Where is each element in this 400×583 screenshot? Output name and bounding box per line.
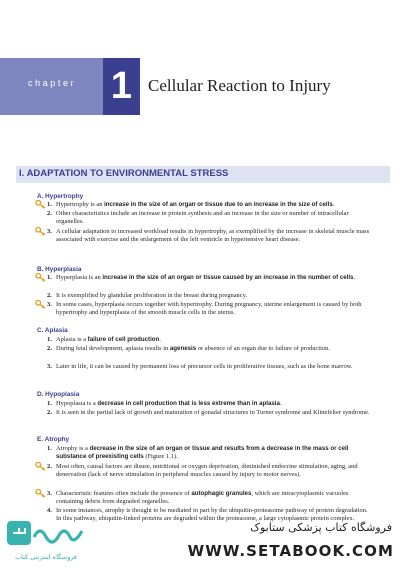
- list-item: [47, 490, 372, 506]
- item-number: 3.: [47, 490, 52, 497]
- item-text: It is exemplified by glandular proliferation in the breast during pregnancy.: [56, 292, 248, 299]
- chapter-label: chapter: [28, 78, 77, 88]
- subsection-heading-aplasia: C. Aplasia: [37, 327, 68, 334]
- item-number: 3.: [47, 363, 52, 370]
- item-text: In some instances, atrophy is thought to be mediated in part by the ubiquitin-proteasome pathway of protein degradation. In this pathway, ubiquitin-linked proteins are degraded within the proteasome, a large cytoplasmic protein complex.: [56, 507, 368, 522]
- item-text: Aplasia is a: [56, 336, 88, 343]
- list-item: [47, 336, 372, 344]
- item-text: .: [332, 201, 335, 208]
- item-text: Other characteristics include an increase in protein synthesis and an increase in the size or number of intracellular organelles.: [56, 210, 349, 225]
- item-text: .: [353, 274, 356, 281]
- chapter-title: Cellular Reaction to Injury: [148, 76, 331, 95]
- list-item: [47, 201, 372, 209]
- list-item: [47, 363, 372, 371]
- list-item: [47, 228, 372, 244]
- list-item: [47, 463, 372, 479]
- item-text: Hypoplasia is a: [56, 400, 98, 407]
- item-number: 1.: [47, 445, 52, 452]
- item-emphasis: decrease in the size of an organ or tissue and results from a decrease in the mass or cell substance of preexisting cells: [56, 445, 349, 460]
- item-text: In some cases, hyperplasia occurs together with hypertrophy. During pregnancy, uterine enlargement is caused by both hypertrophy and hyperplasia of the smooth muscle cells in the uterus.: [56, 301, 362, 316]
- item-number: 3.: [47, 301, 52, 308]
- item-text: It is seen in the partial lack of growth and maturation of gonadal structures in Turner syndrome and Klinefelter syndrome.: [56, 409, 370, 416]
- item-number: 1.: [47, 201, 52, 208]
- item-emphasis: increase in the size of an organ or tissue caused by an increase in the number of cells: [102, 274, 354, 281]
- item-emphasis: decrease in cell production that is less extreme than in aplasia: [97, 400, 280, 407]
- svg-text:فروشگاه اینترنتی کتاب: فروشگاه اینترنتی کتاب: [15, 553, 77, 561]
- item-emphasis: autophagic granules: [191, 490, 252, 497]
- item-text: Hyperplasia is an: [56, 274, 103, 281]
- item-text: or absence of an organ due to failure of production.: [196, 345, 330, 352]
- item-text: (Figure 1.1).: [143, 453, 178, 460]
- key-icon: [35, 300, 46, 309]
- list-item: [47, 400, 372, 408]
- shop-name: فروشگاه کتاب پزشکی ستابوک: [250, 521, 392, 534]
- key-icon: [35, 489, 46, 498]
- item-number: 2.: [47, 292, 52, 299]
- item-emphasis: agenesis: [169, 345, 197, 352]
- item-number: 1.: [47, 336, 52, 343]
- item-text: Most often, causal factors are disuse, nutritional or oxygen deprivation, diminished endocrine stimulation, aging, and denervation (lack of nerve stimulation in peripheral muscles caused by injury to motor nerves).: [56, 463, 358, 478]
- item-text: Atrophy is a: [56, 445, 90, 452]
- key-icon: [35, 227, 46, 236]
- item-number: 2.: [47, 463, 52, 470]
- key-icon: [35, 273, 46, 282]
- item-number: 2.: [47, 210, 52, 217]
- list-item: [47, 292, 372, 300]
- list-item: [47, 409, 372, 417]
- key-icon: [35, 462, 46, 471]
- list-item: [47, 210, 372, 226]
- item-text: A cellular adaptation to increased workload results in hypertrophy, as exemplified by the increase in skeletal muscle mass associated with exercise and the enlargement of the left ventricle in hypertensive heart disease.: [56, 228, 370, 243]
- item-number: 2.: [47, 409, 52, 416]
- item-text: , which are intracytoplasmic vacuoles containing debris from degraded organelles.: [56, 490, 349, 505]
- list-item: [47, 274, 372, 282]
- item-emphasis: increase in the size of an organ or tissue due to an increase in the size of cells: [104, 201, 333, 208]
- item-text: Later in life, it can be caused by permanent loss of precursor cells in proliferative tissues, such as the bone marrow.: [56, 363, 353, 370]
- list-item: [47, 445, 372, 461]
- subsection-heading-atrophy: E. Atrophy: [37, 436, 70, 443]
- subsection-heading-hypertrophy: A. Hypertrophy: [37, 193, 84, 200]
- list-item: [47, 345, 372, 353]
- section-title: I. ADAPTATION TO ENVIRONMENTAL STRESS: [19, 168, 229, 179]
- key-icon: [35, 200, 46, 209]
- item-number: 1.: [47, 400, 52, 407]
- item-emphasis: failure of cell production: [87, 336, 160, 343]
- item-text: Characteristic features often include the presence of: [56, 490, 192, 497]
- item-text: .: [159, 336, 161, 343]
- item-number: 3.: [47, 228, 52, 235]
- chapter-number: 1: [110, 65, 133, 107]
- item-text: .: [279, 400, 282, 407]
- shop-url[interactable]: WWW.SETABOOK.COM: [187, 542, 394, 560]
- item-text: Hypertrophy is an: [56, 201, 105, 208]
- item-text: During fetal development, aplasia results in: [56, 345, 170, 352]
- list-item: [47, 301, 372, 317]
- item-number: 1.: [47, 274, 52, 281]
- item-number: 4.: [47, 507, 52, 514]
- subsection-heading-hypoplasia: D. Hypoplasia: [37, 391, 80, 398]
- setabook-logo: [6, 519, 86, 567]
- subsection-heading-hyperplasia: B. Hyperplasia: [37, 266, 82, 273]
- item-number: 2.: [47, 345, 52, 352]
